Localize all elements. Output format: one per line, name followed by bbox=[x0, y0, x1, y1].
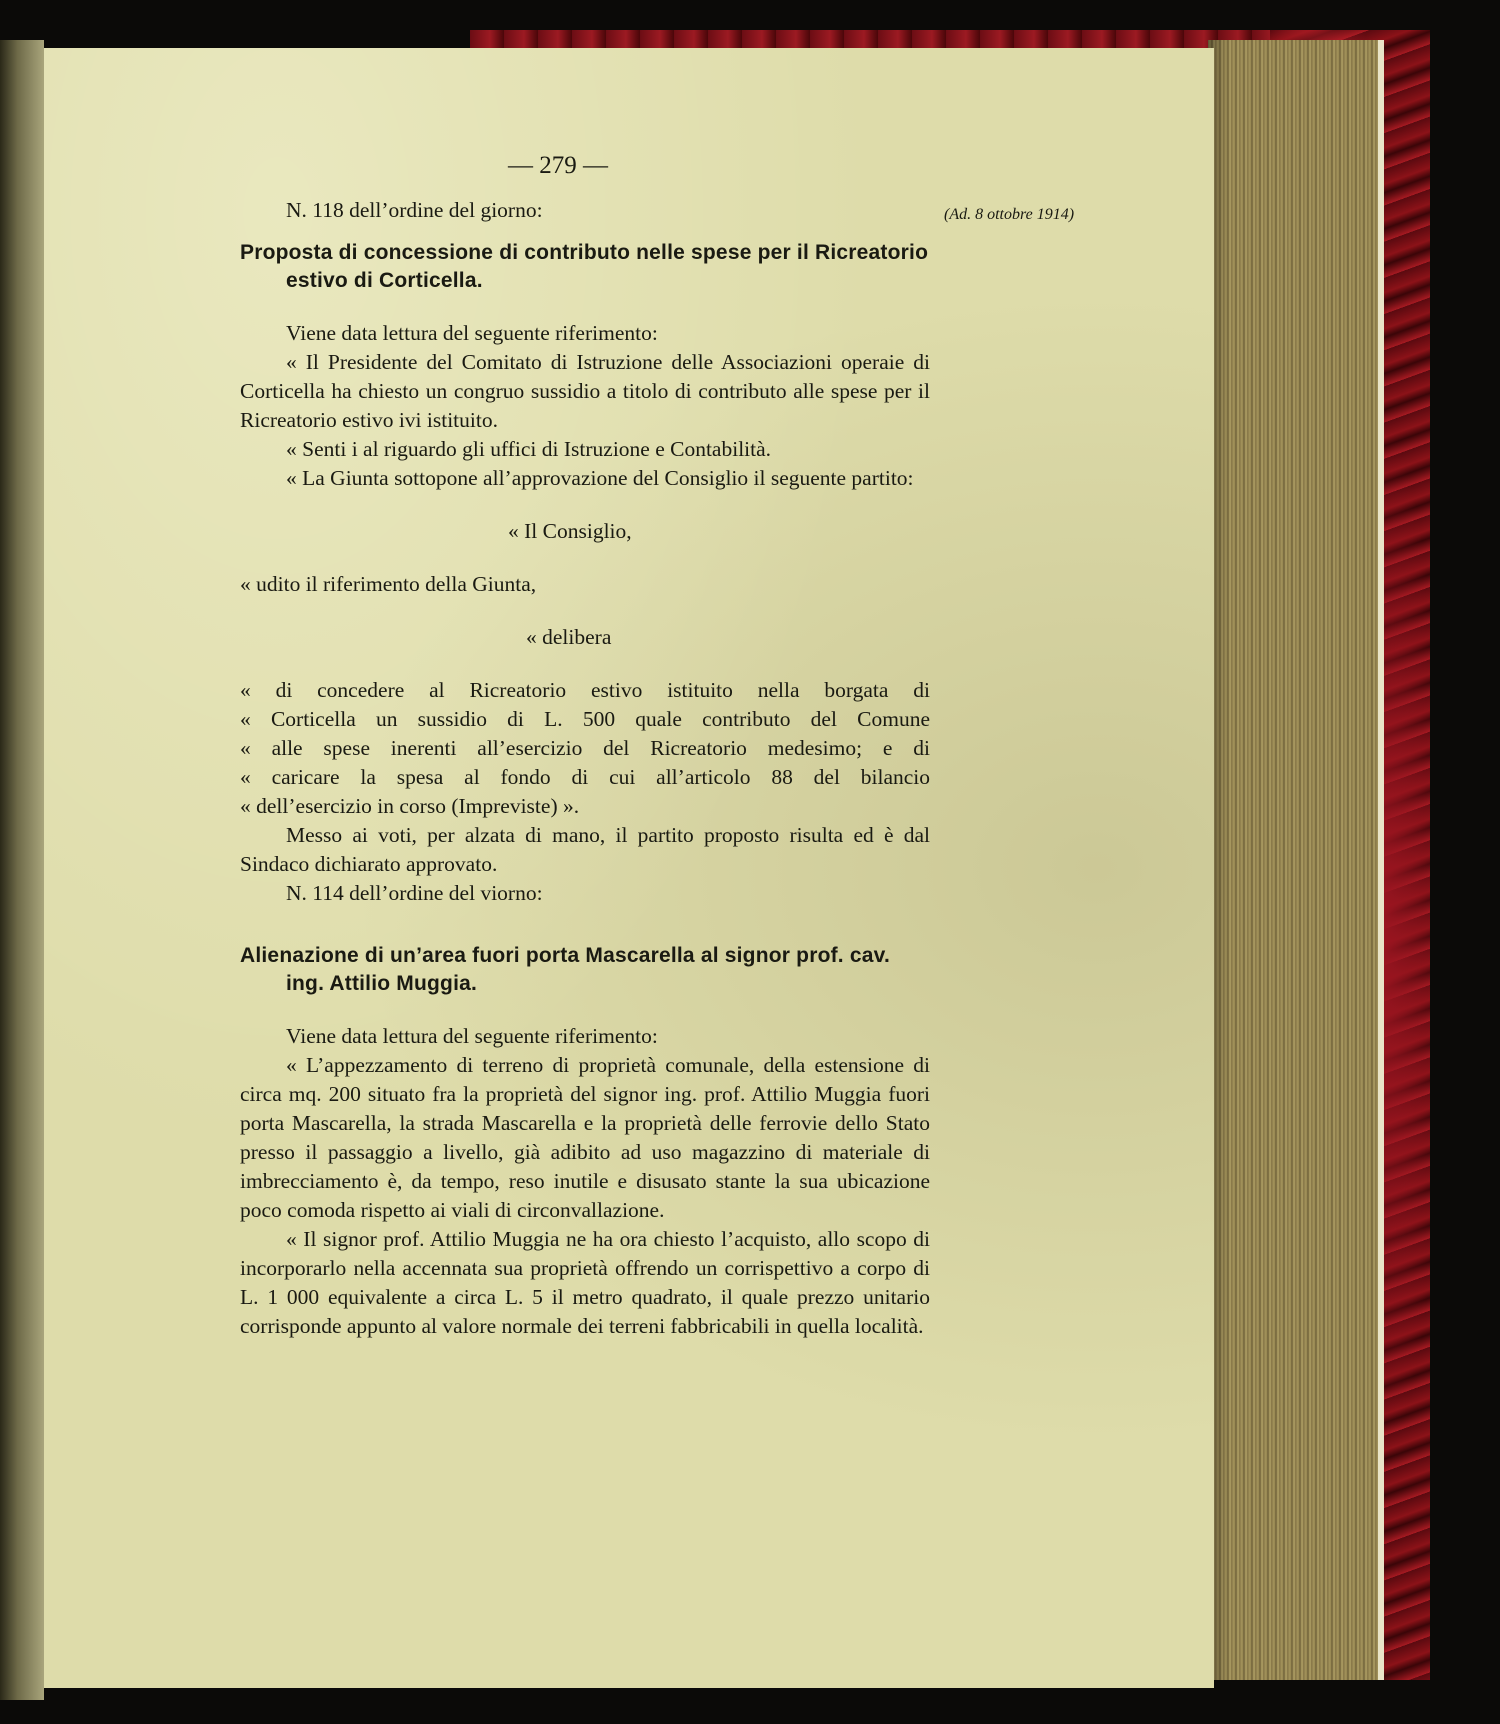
text-column bbox=[240, 196, 930, 1341]
item1-paragraph-3: « La Giunta sottopone all’approvazione del Consiglio il seguente partito: bbox=[286, 466, 914, 490]
item1-vote: Messo ai voti, per alzata di mano, il partito proposto risulta ed è dal Sindaco dichiarato approvato. bbox=[240, 823, 930, 876]
item2-paragraph-1: « L’appezzamento di terreno di proprietà comunale, della estensione di circa mq. 200 situato fra la proprietà del signor ing. prof. Attilio Muggia fuori porta Mascarella, la strada Mascarella e la proprietà delle ferrovie dello Stato presso il passaggio a livello, già adibito ad uso magazzino di materiale di imbrecciamento è, da tempo, reso inutile e disusato stante la sua ubicazione poco comoda rispetto ai viali di circonvallazione. bbox=[240, 1053, 930, 1222]
item1-order-line: N. 118 dell’ordine del giorno: bbox=[286, 198, 543, 222]
book-page bbox=[44, 48, 1214, 1688]
deliberation-line: « di concedere al Ricreatorio estivo istituito nella borgata di bbox=[240, 678, 930, 702]
deliberation-line: « alle spese inerenti all’esercizio del Ricreatorio medesimo; e di bbox=[240, 736, 930, 760]
item1-paragraph-2: « Senti i al riguardo gli uffici di Istruzione e Contabilità. bbox=[286, 437, 772, 461]
page-edges bbox=[1208, 40, 1384, 1680]
item1-udito: « udito il riferimento della Giunta, bbox=[240, 572, 537, 596]
item1-intro: Viene data lettura del seguente riferimento: bbox=[286, 321, 658, 345]
deliberation-line: « Corticella un sussidio di L. 500 quale contributo del Comune bbox=[240, 707, 930, 731]
date-note: (Ad. 8 ottobre 1914) bbox=[944, 206, 1075, 223]
item1-consiglio: « Il Consiglio, bbox=[508, 519, 632, 543]
item2-order-line: N. 114 dell’ordine del viorno: bbox=[286, 881, 543, 905]
page-number: — 279 — bbox=[508, 152, 608, 179]
item2-paragraph-2: « Il signor prof. Attilio Muggia ne ha ora chiesto l’acquisto, allo scopo di incorporarlo nella accennata sua proprietà offrendo un corrispettivo a corpo di L. 1 000 equivalente a circa L. 5 il metro quadrato, il quale prezzo unitario corrisponde appunto al valore normale dei terreni fabbricabili in quella località. bbox=[240, 1227, 930, 1338]
item1-title: Proposta di concessione di contributo nelle spese per il Ricreatorio estivo di Corticella. bbox=[240, 241, 929, 292]
item2-title: Alienazione di un’area fuori porta Mascarella al signor prof. cav. ing. Attilio Muggia. bbox=[240, 944, 890, 995]
item1-paragraph-1: « Il Presidente del Comitato di Istruzione delle Associazioni operaie di Corticella ha chiesto un congruo sussidio a titolo di contributo alle spese per il Ricreatorio estivo ivi istituito. bbox=[240, 350, 930, 432]
deliberation-line: « caricare la spesa al fondo di cui all’articolo 88 del bilancio bbox=[240, 765, 930, 789]
deliberation-line: « dell’esercizio in corso (Impreviste) ». bbox=[240, 794, 580, 818]
left-page-edge bbox=[0, 40, 44, 1700]
item1-delibera: « delibera bbox=[526, 625, 612, 649]
item2-intro: Viene data lettura del seguente riferimento: bbox=[286, 1024, 658, 1048]
